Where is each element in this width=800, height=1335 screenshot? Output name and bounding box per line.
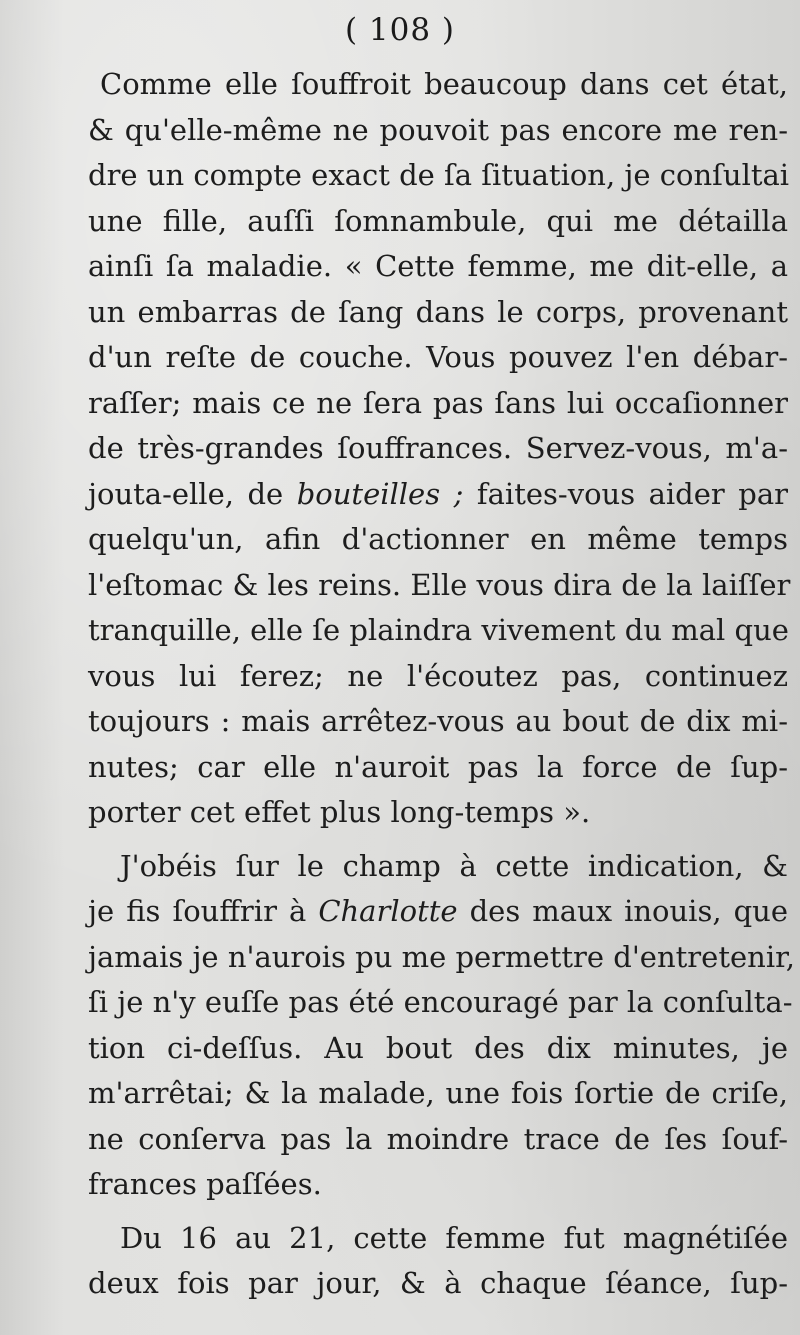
text-line: d'un reſte de couche. Vous pouvez l'en débar-: [88, 340, 788, 374]
text-line: J'obéis ſur le champ à cette indication, &: [120, 848, 788, 883]
text-line: ainſi ſa maladie. « Cette femme, me dit-elle, a: [88, 249, 788, 283]
text-line: un embarras de ſang dans le corps, provenant: [88, 294, 788, 329]
italic-word: bouteilles ;: [296, 476, 464, 511]
body-text: [88, 62, 795, 1307]
text-line: toujours : mais arrêtez-vous au bout de dix mi-: [88, 704, 788, 738]
text-line: tion ci-deſſus. Au bout des dix minutes, je: [88, 1030, 788, 1065]
text-line: porter cet effet plus long-temps ».: [88, 795, 591, 829]
text-line: raſſer; mais ce ne ſera pas ſans lui occaſionner: [88, 385, 788, 420]
text-line: & qu'elle-même ne pouvoit pas encore me ren-: [88, 112, 788, 147]
text-line: Du 16 au 21, cette femme fut magnétiſée: [120, 1220, 788, 1255]
text-line: jamais je n'aurois pu me permettre d'entretenir,: [88, 939, 795, 974]
text-line: je fis ſouffrir à Charlotte des maux inouis, que: [88, 894, 789, 928]
text-line: de très-grandes ſouffrances. Servez-vous, m'a-: [88, 431, 788, 465]
text-line: dre un compte exact de ſa ſituation, je conſultai: [88, 158, 790, 192]
text-line: Comme elle ſouffroit beaucoup dans cet état,: [100, 67, 788, 101]
italic-word: Charlotte: [318, 894, 458, 928]
text-line: frances paſſées.: [88, 1167, 322, 1201]
text-line: jouta-elle, de bouteilles ; faites-vous aider par: [88, 476, 788, 511]
text-line: l'eſtomac & les reins. Elle vous dira de la laiſſer: [88, 567, 791, 602]
text-line: ne conſerva pas la moindre trace de ſes ſouf-: [88, 1121, 788, 1156]
text-line: vous lui ferez; ne l'écoutez pas, continuez: [88, 658, 788, 693]
text-line: nutes; car elle n'auroit pas la force de ſup-: [88, 749, 788, 784]
text-line: tranquille, elle ſe plaindra vivement du mal que: [88, 613, 789, 647]
text-line: deux fois par jour, & à chaque ſéance, ſup-: [88, 1266, 788, 1300]
text-line: une fille, auſſi ſomnambule, qui me détailla: [88, 203, 788, 238]
text-line: ſi je n'y euſſe pas été encouragé par la conſulta-: [88, 985, 793, 1019]
text-line: quelqu'un, afin d'actionner en même temps: [88, 522, 788, 556]
text-line: m'arrêtai; & la malade, une fois ſortie de criſe,: [88, 1076, 788, 1110]
page-number: ( 108 ): [344, 12, 456, 48]
